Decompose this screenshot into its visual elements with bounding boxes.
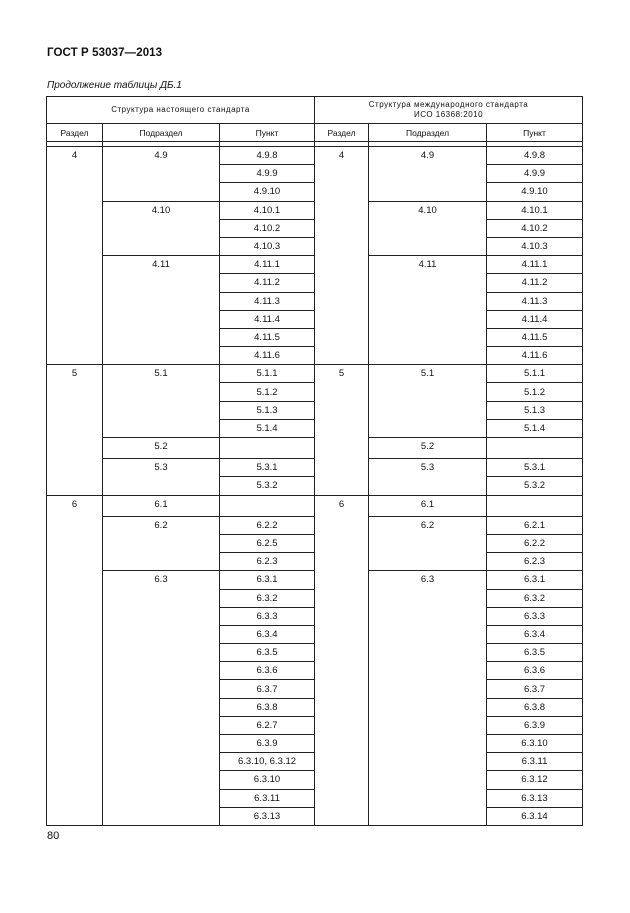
clause-cell: 4.10.1 bbox=[220, 201, 315, 219]
clause-cell: 6.3.7 bbox=[220, 680, 315, 698]
clause-cell: 6.2.3 bbox=[487, 553, 583, 571]
subsection-cell: 6.2 bbox=[103, 516, 220, 571]
section-cell: 5 bbox=[47, 365, 103, 495]
clause-cell: 6.3.11 bbox=[220, 789, 315, 807]
clause-cell: 6.3.3 bbox=[487, 607, 583, 625]
clause-cell: 4.10.3 bbox=[487, 237, 583, 255]
subsection-cell: 5.2 bbox=[103, 438, 220, 459]
clause-cell: 6.3.14 bbox=[487, 807, 583, 825]
clause-cell: 6.3.4 bbox=[487, 625, 583, 643]
header-international-line1: Структура международного стандарта bbox=[368, 100, 529, 109]
clause-cell: 4.11.3 bbox=[487, 292, 583, 310]
subsection-cell: 5.3 bbox=[369, 459, 487, 495]
col-header-clause-left: Пункт bbox=[220, 124, 315, 142]
subsection-cell: 4.9 bbox=[103, 147, 220, 202]
section-cell: 4 bbox=[47, 147, 103, 365]
clause-cell: 6.3.8 bbox=[487, 698, 583, 716]
clause-cell: 6.3.7 bbox=[487, 680, 583, 698]
clause-cell: 6.3.9 bbox=[487, 716, 583, 734]
clause-cell: 4.10.3 bbox=[220, 237, 315, 255]
subsection-cell: 6.1 bbox=[103, 495, 220, 516]
clause-cell: 6.2.5 bbox=[220, 534, 315, 552]
clause-cell: 4.9.10 bbox=[220, 183, 315, 201]
clause-cell: 5.3.1 bbox=[487, 459, 583, 477]
clause-cell: 4.9.10 bbox=[487, 183, 583, 201]
subsection-cell: 6.3 bbox=[103, 571, 220, 826]
table-caption: Продолжение таблицы ДБ.1 bbox=[47, 80, 182, 91]
table-body bbox=[47, 147, 583, 826]
col-header-subsection-right: Подраздел bbox=[369, 124, 487, 142]
clause-cell: 4.11.6 bbox=[220, 347, 315, 365]
clause-cell: 6.2.2 bbox=[487, 534, 583, 552]
clause-cell: 6.3.10, 6.3.12 bbox=[220, 753, 315, 771]
header-national-standard: Структура настоящего стандарта bbox=[47, 97, 315, 124]
section-cell: 4 bbox=[315, 147, 369, 365]
header-international-line2: ИСО 16368:2010 bbox=[413, 110, 484, 119]
clause-cell: 6.2.2 bbox=[220, 516, 315, 534]
table-row bbox=[47, 256, 583, 274]
subsection-cell: 5.1 bbox=[103, 365, 220, 438]
subsection-cell: 5.3 bbox=[103, 459, 220, 495]
clause-cell: 6.3.1 bbox=[220, 571, 315, 589]
clause-cell: 4.11.1 bbox=[487, 256, 583, 274]
section-cell: 6 bbox=[315, 495, 369, 825]
subsection-cell: 4.10 bbox=[103, 201, 220, 256]
clause-cell: 6.3.8 bbox=[220, 698, 315, 716]
clause-cell: 4.11.6 bbox=[487, 347, 583, 365]
correspondence-table bbox=[46, 96, 583, 826]
table-row bbox=[47, 516, 583, 534]
clause-cell: 6.3.6 bbox=[220, 662, 315, 680]
table-row bbox=[47, 147, 583, 165]
clause-cell bbox=[487, 495, 583, 516]
clause-cell: 4.11.2 bbox=[487, 274, 583, 292]
clause-cell: 6.2.3 bbox=[220, 553, 315, 571]
subsection-cell: 5.2 bbox=[369, 438, 487, 459]
clause-cell: 4.11.3 bbox=[220, 292, 315, 310]
subsection-cell: 4.10 bbox=[369, 201, 487, 256]
clause-cell: 5.1.4 bbox=[220, 419, 315, 437]
table-row bbox=[47, 459, 583, 477]
clause-cell: 6.3.2 bbox=[487, 589, 583, 607]
table-row bbox=[47, 495, 583, 516]
table-row bbox=[47, 365, 583, 383]
clause-cell: 6.3.10 bbox=[487, 735, 583, 753]
clause-cell: 6.3.4 bbox=[220, 625, 315, 643]
col-header-clause-right: Пункт bbox=[487, 124, 583, 142]
clause-cell: 6.3.10 bbox=[220, 771, 315, 789]
clause-cell bbox=[220, 438, 315, 459]
section-cell: 5 bbox=[315, 365, 369, 495]
clause-cell: 4.10.1 bbox=[487, 201, 583, 219]
clause-cell: 5.1.1 bbox=[487, 365, 583, 383]
clause-cell: 6.3.3 bbox=[220, 607, 315, 625]
clause-cell: 6.2.1 bbox=[487, 516, 583, 534]
clause-cell: 4.9.8 bbox=[487, 147, 583, 165]
section-cell: 6 bbox=[47, 495, 103, 825]
clause-cell: 4.11.1 bbox=[220, 256, 315, 274]
subsection-cell: 5.1 bbox=[369, 365, 487, 438]
table-row bbox=[47, 438, 583, 459]
clause-cell: 6.3.5 bbox=[220, 644, 315, 662]
subsection-cell: 4.11 bbox=[369, 256, 487, 365]
page-header: ГОСТ Р 53037—2013 bbox=[47, 47, 163, 59]
clause-cell: 6.3.2 bbox=[220, 589, 315, 607]
subsection-cell: 4.9 bbox=[369, 147, 487, 202]
clause-cell: 6.3.11 bbox=[487, 753, 583, 771]
subsection-cell: 6.3 bbox=[369, 571, 487, 826]
clause-cell: 5.1.3 bbox=[487, 401, 583, 419]
clause-cell: 6.3.6 bbox=[487, 662, 583, 680]
header-international-standard bbox=[315, 97, 583, 124]
clause-cell bbox=[487, 438, 583, 459]
clause-cell: 5.3.2 bbox=[220, 477, 315, 495]
clause-cell: 4.9.9 bbox=[220, 165, 315, 183]
clause-cell: 5.3.2 bbox=[487, 477, 583, 495]
clause-cell: 5.1.4 bbox=[487, 419, 583, 437]
clause-cell: 4.9.8 bbox=[220, 147, 315, 165]
clause-cell: 6.3.5 bbox=[487, 644, 583, 662]
table-row bbox=[47, 571, 583, 589]
clause-cell: 4.11.4 bbox=[220, 310, 315, 328]
clause-cell: 4.9.9 bbox=[487, 165, 583, 183]
page-number: 80 bbox=[47, 830, 60, 842]
clause-cell: 4.11.2 bbox=[220, 274, 315, 292]
clause-cell: 6.3.12 bbox=[487, 771, 583, 789]
clause-cell: 6.3.1 bbox=[487, 571, 583, 589]
clause-cell: 5.1.2 bbox=[220, 383, 315, 401]
clause-cell: 6.3.9 bbox=[220, 735, 315, 753]
clause-cell: 5.1.3 bbox=[220, 401, 315, 419]
clause-cell: 6.2.7 bbox=[220, 716, 315, 734]
subsection-cell: 6.2 bbox=[369, 516, 487, 571]
col-header-subsection-left: Подраздел bbox=[103, 124, 220, 142]
clause-cell: 4.10.2 bbox=[487, 219, 583, 237]
clause-cell: 5.1.1 bbox=[220, 365, 315, 383]
clause-cell: 4.11.5 bbox=[487, 328, 583, 346]
subsection-cell: 4.11 bbox=[103, 256, 220, 365]
table-row bbox=[47, 201, 583, 219]
clause-cell: 5.1.2 bbox=[487, 383, 583, 401]
col-header-section-left: Раздел bbox=[47, 124, 103, 142]
clause-cell: 6.3.13 bbox=[487, 789, 583, 807]
subsection-cell: 6.1 bbox=[369, 495, 487, 516]
col-header-section-right: Раздел bbox=[315, 124, 369, 142]
clause-cell: 6.3.13 bbox=[220, 807, 315, 825]
clause-cell: 4.11.5 bbox=[220, 328, 315, 346]
clause-cell bbox=[220, 495, 315, 516]
clause-cell: 5.3.1 bbox=[220, 459, 315, 477]
clause-cell: 4.10.2 bbox=[220, 219, 315, 237]
clause-cell: 4.11.4 bbox=[487, 310, 583, 328]
